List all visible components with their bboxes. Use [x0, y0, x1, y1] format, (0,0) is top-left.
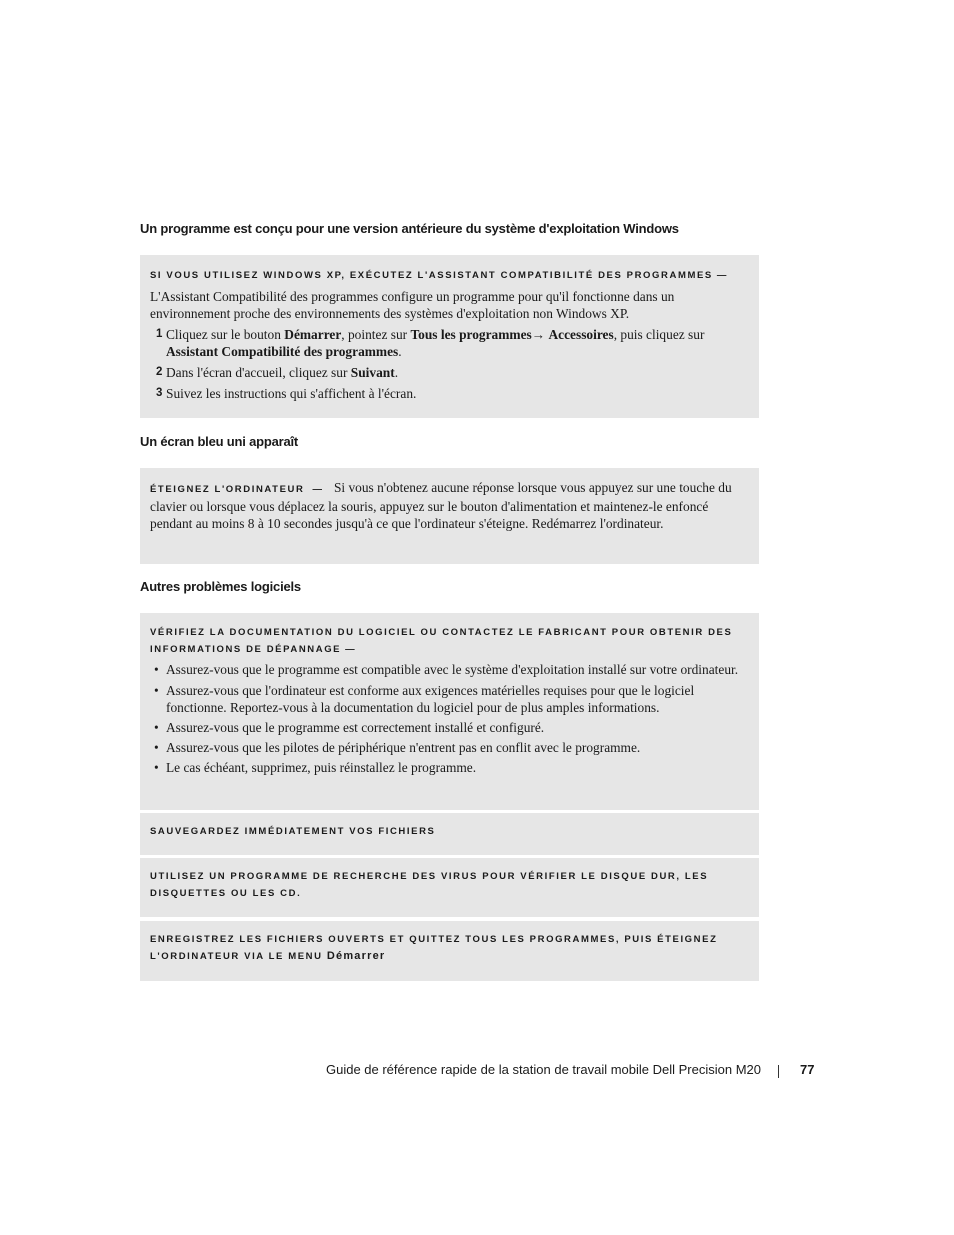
note-box-compat-assistant — [140, 255, 759, 418]
box-title: ENREGISTREZ LES FICHIERS OUVERTS ET QUITTEZ TOUS LES PROGRAMMES, PUIS ÉTEIGNEZ L'ORDINATEUR VIA LE MENU Démarrer — [150, 934, 718, 962]
list-item: • Assurez-vous que le programme est correctement installé et configuré. — [154, 720, 545, 735]
list-item: • Assurez-vous que les pilotes de périphérique n'entrent pas en conflit avec le programme. — [154, 740, 641, 755]
page-footer — [0, 1062, 954, 1080]
page-number: 77 — [800, 1062, 815, 1077]
step-3: 3 Suivez les instructions qui s'affichent à l'écran. — [156, 386, 417, 401]
box-title: SI VOUS UTILISEZ WINDOWS XP, EXÉCUTEZ L'ASSISTANT COMPATIBILITÉ DES PROGRAMMES — — [150, 270, 727, 281]
shutdown-text: ÉTEIGNEZ L'ORDINATEUR — Si vous n'obtenez aucune réponse lorsque vous appuyez sur une touche du clavier ou lorsque vous déplacez la souris, appuyez sur le bouton d'alimentation et maintenez-le enfoncé pendant au moins 8 à 10 secondes jusqu'à ce que l'ordinateur s'éteigne. Redémarrez l'ordinateur. — [150, 480, 732, 531]
list-item: • Assurez-vous que le programme est compatible avec le système d'exploitation installé sur votre ordinateur. — [154, 662, 739, 677]
note-box-close-programs — [140, 921, 759, 981]
note-box-backup — [140, 813, 759, 855]
section-heading-blue-screen: Un écran bleu uni apparaît — [140, 434, 299, 449]
section-heading-windows-compat: Un programme est conçu pour une version antérieure du système d'exploitation Windows — [140, 221, 679, 236]
box-title: UTILISEZ UN PROGRAMME DE RECHERCHE DES VIRUS POUR VÉRIFIER LE DISQUE DUR, LES DISQUETTES OU LES CD. — [150, 871, 709, 899]
step-2: 2 Dans l'écran d'accueil, cliquez sur Suivant. — [156, 365, 399, 380]
note-box-shutdown — [140, 468, 759, 564]
section-heading-other-software: Autres problèmes logiciels — [140, 579, 301, 594]
note-box-virus-scan — [140, 858, 759, 917]
box-title: SAUVEGARDEZ IMMÉDIATEMENT VOS FICHIERS — [150, 826, 436, 837]
footer-title: Guide de référence rapide de la station de travail mobile Dell Precision M20 — [325, 1062, 761, 1077]
box-title: VÉRIFIEZ LA DOCUMENTATION DU LOGICIEL OU CONTACTEZ LE FABRICANT POUR OBTENIR DES INFORMATIONS DE DÉPANNAGE — — [150, 627, 733, 655]
list-item: • Assurez-vous que l'ordinateur est conforme aux exigences matérielles requises pour que le logiciel fonctionne. Reportez-vous à la documentation du logiciel pour de plus amples informations. — [154, 683, 695, 715]
footer-separator — [778, 1065, 779, 1078]
box-intro: L'Assistant Compatibilité des programmes configure un programme pour qu'il fonctionne dans un environnement proche des environnements des systèmes d'exploitation non Windows XP. — [150, 289, 675, 321]
note-box-check-docs — [140, 613, 759, 810]
list-item: • Le cas échéant, supprimez, puis réinstallez le programme. — [154, 760, 477, 775]
step-1: 1 Cliquez sur le bouton Démarrer, pointez sur Tous les programmes→ Accessoires, puis cliquez sur Assistant Compatibilité des programmes. — [156, 327, 705, 359]
